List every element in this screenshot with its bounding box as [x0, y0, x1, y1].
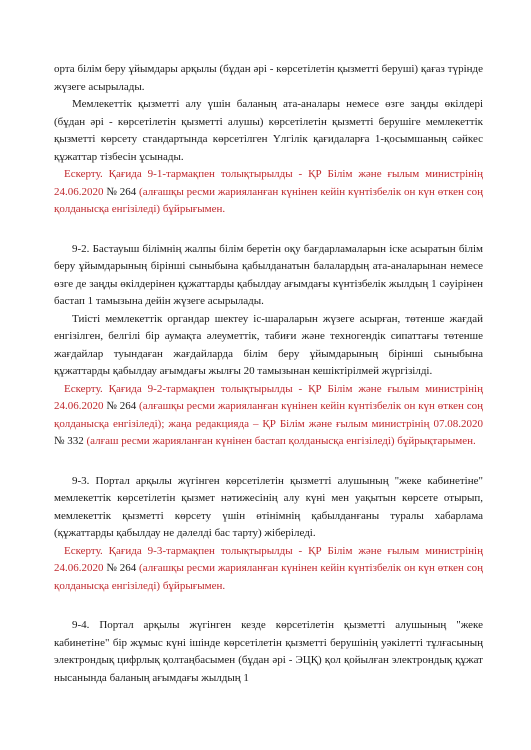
note-text: (алғашқы ресми жарияланған күнінен кейін күнтізбелік он күн өткен соң қолданысқа енгізіледі) бұйрығымен. [54, 185, 483, 215]
note-9-3 [54, 543, 483, 596]
note-9-2 [54, 381, 483, 451]
paragraph-continuation: орта білім беру ұйымдары арқылы (бұдан әрі - көрсетілетін қызметті беруші) қағаз түрінде жүзеге асырылады. [54, 63, 483, 93]
order-number-link[interactable]: № 264 [106, 400, 137, 412]
paragraph-9-2: 9-2. Бастауыш білімнің жалпы білім беретін оқу бағдарламаларын іске асыратын білім беру ұйымдарының бірінші сыныбына қабылданатын балалардың ата-аналарынан немесе өзге де заңды өкілдерінен құжаттарды қабылдау ағымдағы күнтізбелік жылдың 1 сәуірінен бастап 1 тамызына дейін жүзеге асырылады. [54, 242, 483, 307]
order-number-link[interactable]: № 332 [54, 435, 84, 447]
order-number-link[interactable]: № 264 [106, 562, 137, 574]
order-number-link[interactable]: № 264 [106, 185, 137, 198]
note-text: Ескерту. Қағида 9-1-тармақпен толықтырылды - ҚР Білім және ғылым министрінің 24.06.2020 [54, 168, 483, 198]
note-text: (алғаш ресми жарияланған күнінен бастап қолданысқа енгізіледі) бұйрықтарымен. [83, 435, 476, 447]
paragraph-9-3: 9-3. Портал арқылы жүгінген көрсетілетін қызметті алушының "жеке кабинетіне" мемлекеттік көрсетілетін қызмет нәтижесінің алу күні мен уақытын көрсете отырып, мемлекеттік қызметті көрсету үшін өтінімнің қабылданғаны туралы хабарлама (құжаттарды қабылдау не дәлелді бас тарту) жіберіледі. [54, 474, 483, 539]
note-9-1 [54, 166, 483, 219]
note-text: Ескерту. Қағида 9-3-тармақпен толықтырылды - ҚР Білім және ғылым министрінің 24.06.2020 [54, 544, 483, 574]
note-text: (алғашқы ресми жарияланған күнінен кейін күнтізбелік он күн өткен соң қолданысқа енгізіледі) бұйрығымен. [54, 562, 483, 592]
paragraph-9-1-body: Мемлекеттік қызметті алу үшін баланың ата-аналары немесе өзге заңды өкілдері (бұдан әрі - көрсетілетін қызметті алушы) көрсетілетін қызметті берушіге мемлекеттік қызметті көрсету стандартында көрсетілген Үлгілік қағидаларға 1-қосымшаның сәйкес құжаттар тізбесін ұсынады. [54, 98, 483, 163]
paragraph-9-2-part-2: Тиісті мемлекеттік органдар шектеу іс-шараларын жүзеге асырған, төтенше жағдай енгізілген, белгілі бір аумақта әлеуметтік, табиғи және техногендік сипаттағы төтенше жағдайлар туындаған жағдайларда білім беру ұйымдарының бірінші сыныбына құжаттарды қабылдау ағымдағы жылғы 20 тамызынан кешіктірілмей жүргізілді. [54, 312, 483, 377]
note-text: (алғашқы ресми жарияланған күнінен кейін күнтізбелік он күн өткен соң қолданысқа енгізіледі); жаңа редакцияда – ҚР Білім және ғылым министрінің 07.08.2020 [54, 400, 483, 430]
note-text: Ескерту. Қағида 9-2-тармақпен толықтырылды - ҚР Білім және ғылым министрінің 24.06.2020 [54, 382, 483, 412]
paragraph-9-4: 9-4. Портал арқылы жүгінген кезде көрсетілетін қызметті алушының "жеке кабинетіне" бір жұмыс күні ішінде көрсетілетін қызметті берушінің уәкілетті тұлғасының электрондық цифрлық қолтаңбасымен (бұдан әрі - ЭЦҚ) қол қойылған электрондық құжат нысанында баланың ағымдағы жылдың 1 [54, 619, 483, 684]
